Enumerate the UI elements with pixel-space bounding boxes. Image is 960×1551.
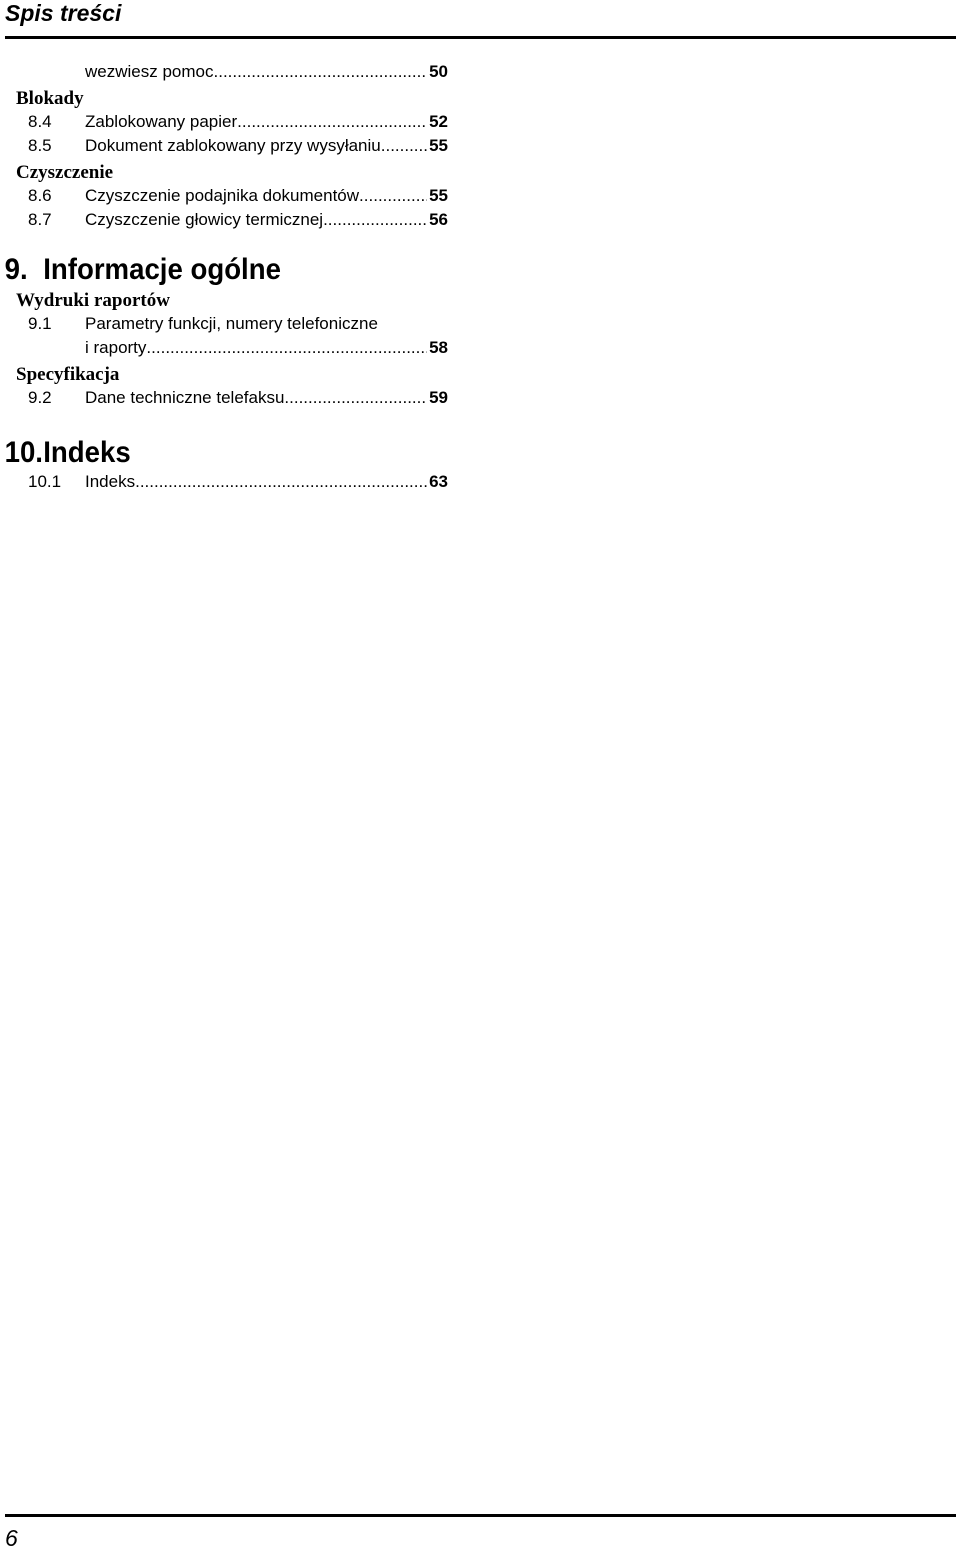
page-title: Spis treści bbox=[5, 0, 122, 26]
toc-entry-number: 10.1 bbox=[28, 472, 62, 491]
toc-entry-title: Zablokowany papier bbox=[85, 111, 238, 131]
chapter-number: 9. bbox=[4, 252, 28, 286]
toc-entry-number: 9.1 bbox=[28, 313, 52, 333]
toc-entry-8-6[interactable] bbox=[0, 184, 460, 209]
toc-entry-title-continued: i raporty bbox=[85, 338, 147, 357]
toc-entry-title: Dane techniczne telefaksu bbox=[85, 387, 285, 407]
page-header bbox=[5, 0, 956, 39]
toc-entry-title: Czyszczenie podajnika dokumentów bbox=[85, 185, 360, 205]
toc-entry-9-1-continued[interactable] bbox=[0, 336, 460, 361]
toc-entry-page: 58 bbox=[429, 338, 448, 357]
toc-entry-continued[interactable] bbox=[0, 60, 460, 85]
dot-leader bbox=[237, 110, 427, 134]
dot-leader bbox=[323, 208, 427, 232]
toc-entry-title: wezwiesz pomoc bbox=[85, 62, 214, 81]
chapter-title: Informacje ogólne bbox=[43, 252, 281, 286]
chapter-heading-9 bbox=[0, 243, 423, 287]
toc-entry-number: 8.4 bbox=[28, 111, 52, 131]
section-heading-blokady: Blokady bbox=[16, 87, 84, 109]
toc-entry-8-4[interactable] bbox=[0, 110, 460, 135]
toc-entry-10-1[interactable] bbox=[0, 470, 460, 495]
toc-entry-number: 9.2 bbox=[28, 387, 52, 407]
toc-entry-page: 56 bbox=[429, 210, 448, 229]
toc-entry-title: Parametry funkcji, numery telefoniczne bbox=[85, 313, 378, 333]
dot-leader bbox=[381, 134, 427, 158]
toc-entry-number: 8.7 bbox=[28, 210, 52, 229]
dot-leader bbox=[359, 184, 427, 208]
section-heading-czyszczenie: Czyszczenie bbox=[16, 161, 114, 183]
toc-entry-8-5[interactable] bbox=[0, 134, 460, 159]
page-number: 6 bbox=[5, 1525, 18, 1551]
chapter-title: Indeks bbox=[43, 436, 131, 469]
toc-entry-page: 52 bbox=[429, 111, 448, 131]
toc-entry-9-2[interactable] bbox=[0, 386, 460, 411]
dot-leader bbox=[135, 470, 427, 494]
chapter-number: 10. bbox=[4, 436, 43, 469]
toc-entry-number: 8.5 bbox=[28, 136, 52, 155]
dot-leader bbox=[284, 386, 427, 410]
toc-entry-page: 55 bbox=[429, 136, 448, 155]
section-heading-specyfikacja: Specyfikacja bbox=[16, 363, 120, 385]
toc-entry-title: Dokument zablokowany przy wysyłaniu bbox=[85, 136, 381, 155]
section-heading-wydruki-raportow: Wydruki raportów bbox=[16, 289, 170, 311]
chapter-heading-10 bbox=[0, 426, 423, 470]
toc-entry-page: 59 bbox=[429, 387, 448, 407]
toc-entry-page: 55 bbox=[429, 185, 448, 205]
page-footer bbox=[5, 1514, 956, 1551]
dot-leader bbox=[214, 60, 428, 84]
table-of-contents bbox=[0, 60, 460, 495]
toc-entry-9-1[interactable] bbox=[0, 312, 460, 337]
toc-entry-title: Indeks bbox=[85, 472, 136, 491]
toc-entry-page: 63 bbox=[429, 472, 448, 491]
toc-entry-page: 50 bbox=[429, 62, 448, 81]
toc-entry-8-7[interactable] bbox=[0, 208, 460, 233]
toc-entry-title: Czyszczenie głowicy termicznej bbox=[85, 210, 324, 229]
dot-leader bbox=[146, 336, 427, 360]
toc-entry-number: 8.6 bbox=[28, 185, 52, 205]
